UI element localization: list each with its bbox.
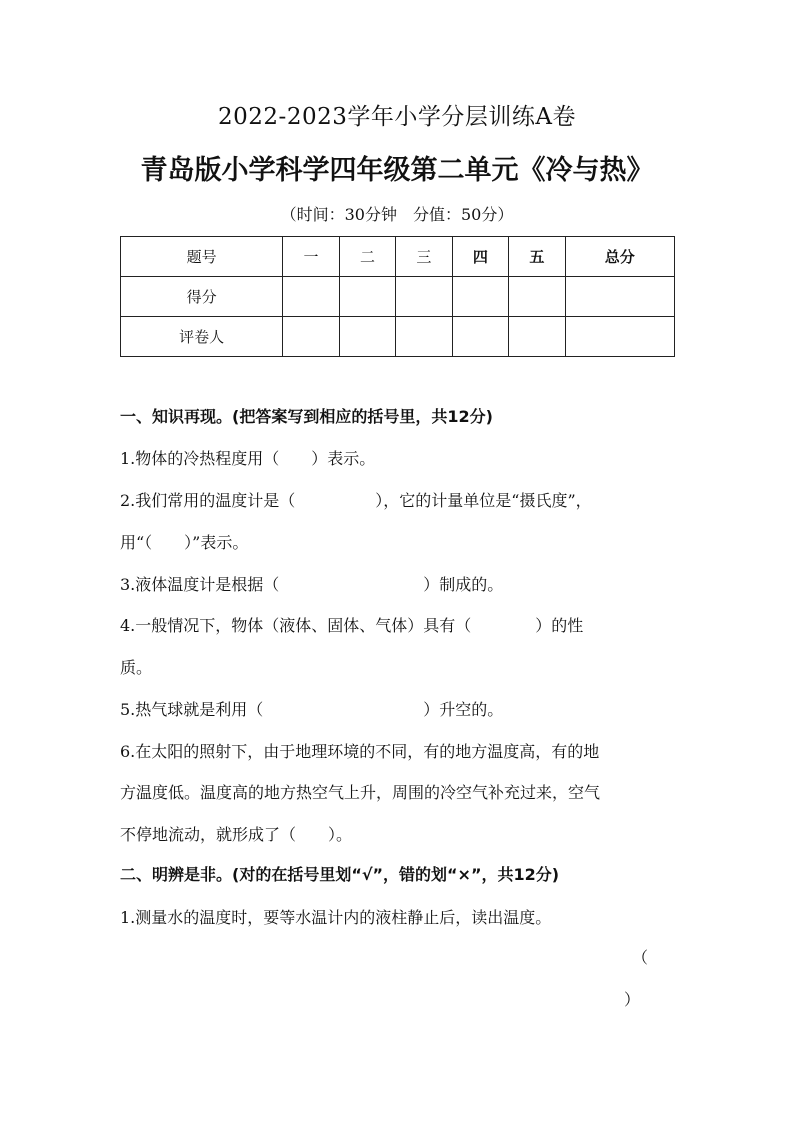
section-heading-2: 二、明辨是非。(对的在括号里划“√”，错的划“×”，共12分) [120,865,560,884]
answer-paren-close: ） [624,990,641,1009]
question-line: 1.测量水的温度时，要等水温计内的液柱静止后，读出温度。 [120,908,552,927]
question-line: 5.热气球就是利用（ ）升空的。 [120,700,504,719]
question-line: 6.在太阳的照射下，由于地理环境的不同，有的地方温度高，有的地 [120,742,600,761]
grader-input-cell[interactable] [396,317,452,357]
exam-subtitle: 青岛版小学科学四年级第二单元《冷与热》 [140,155,654,186]
answer-paren-open: （ [632,948,649,967]
score-input-cell[interactable] [396,277,452,317]
section-heading-1: 一、知识再现。(把答案写到相应的括号里，共12分) [120,407,493,426]
question-line: 质。 [120,658,153,677]
grader-input-cell[interactable] [509,317,565,357]
question-line: 2.我们常用的温度计是（ ），它的计量单位是“摄氏度”， [120,491,592,510]
table-cell: 一 [283,237,339,277]
grader-input-cell[interactable] [452,317,508,357]
question-line: 4.一般情况下，物体（液体、固体、气体）具有（ ）的性 [120,616,584,635]
question-line: 用“（ ）”表示。 [120,533,249,552]
exam-meta: （时间：30分钟 分值：50分） [280,205,514,224]
score-input-cell[interactable] [283,277,339,317]
grader-input-cell[interactable] [565,317,674,357]
score-input-cell[interactable] [339,277,395,317]
table-cell: 四 [452,237,508,277]
grader-input-cell[interactable] [339,317,395,357]
score-input-cell[interactable] [452,277,508,317]
table-row [121,237,675,277]
table-cell: 题号 [121,237,283,277]
table-cell: 总分 [565,237,674,277]
table-cell: 三 [396,237,452,277]
table-cell: 评卷人 [121,317,283,357]
grader-input-cell[interactable] [283,317,339,357]
exam-title: 2022-2023学年小学分层训练A卷 [218,104,576,130]
table-cell: 得分 [121,277,283,317]
table-cell: 五 [509,237,565,277]
question-line: 3.液体温度计是根据（ ）制成的。 [120,575,504,594]
table-row [121,317,675,357]
score-input-cell[interactable] [509,277,565,317]
table-cell: 二 [339,237,395,277]
question-line: 不停地流动，就形成了（ ）。 [120,825,353,844]
score-input-cell[interactable] [565,277,674,317]
table-row [121,277,675,317]
score-table [120,236,675,357]
question-line: 方温度低。温度高的地方热空气上升，周围的冷空气补充过来，空气 [120,783,601,802]
question-line: 1.物体的冷热程度用（ ）表示。 [120,449,376,468]
